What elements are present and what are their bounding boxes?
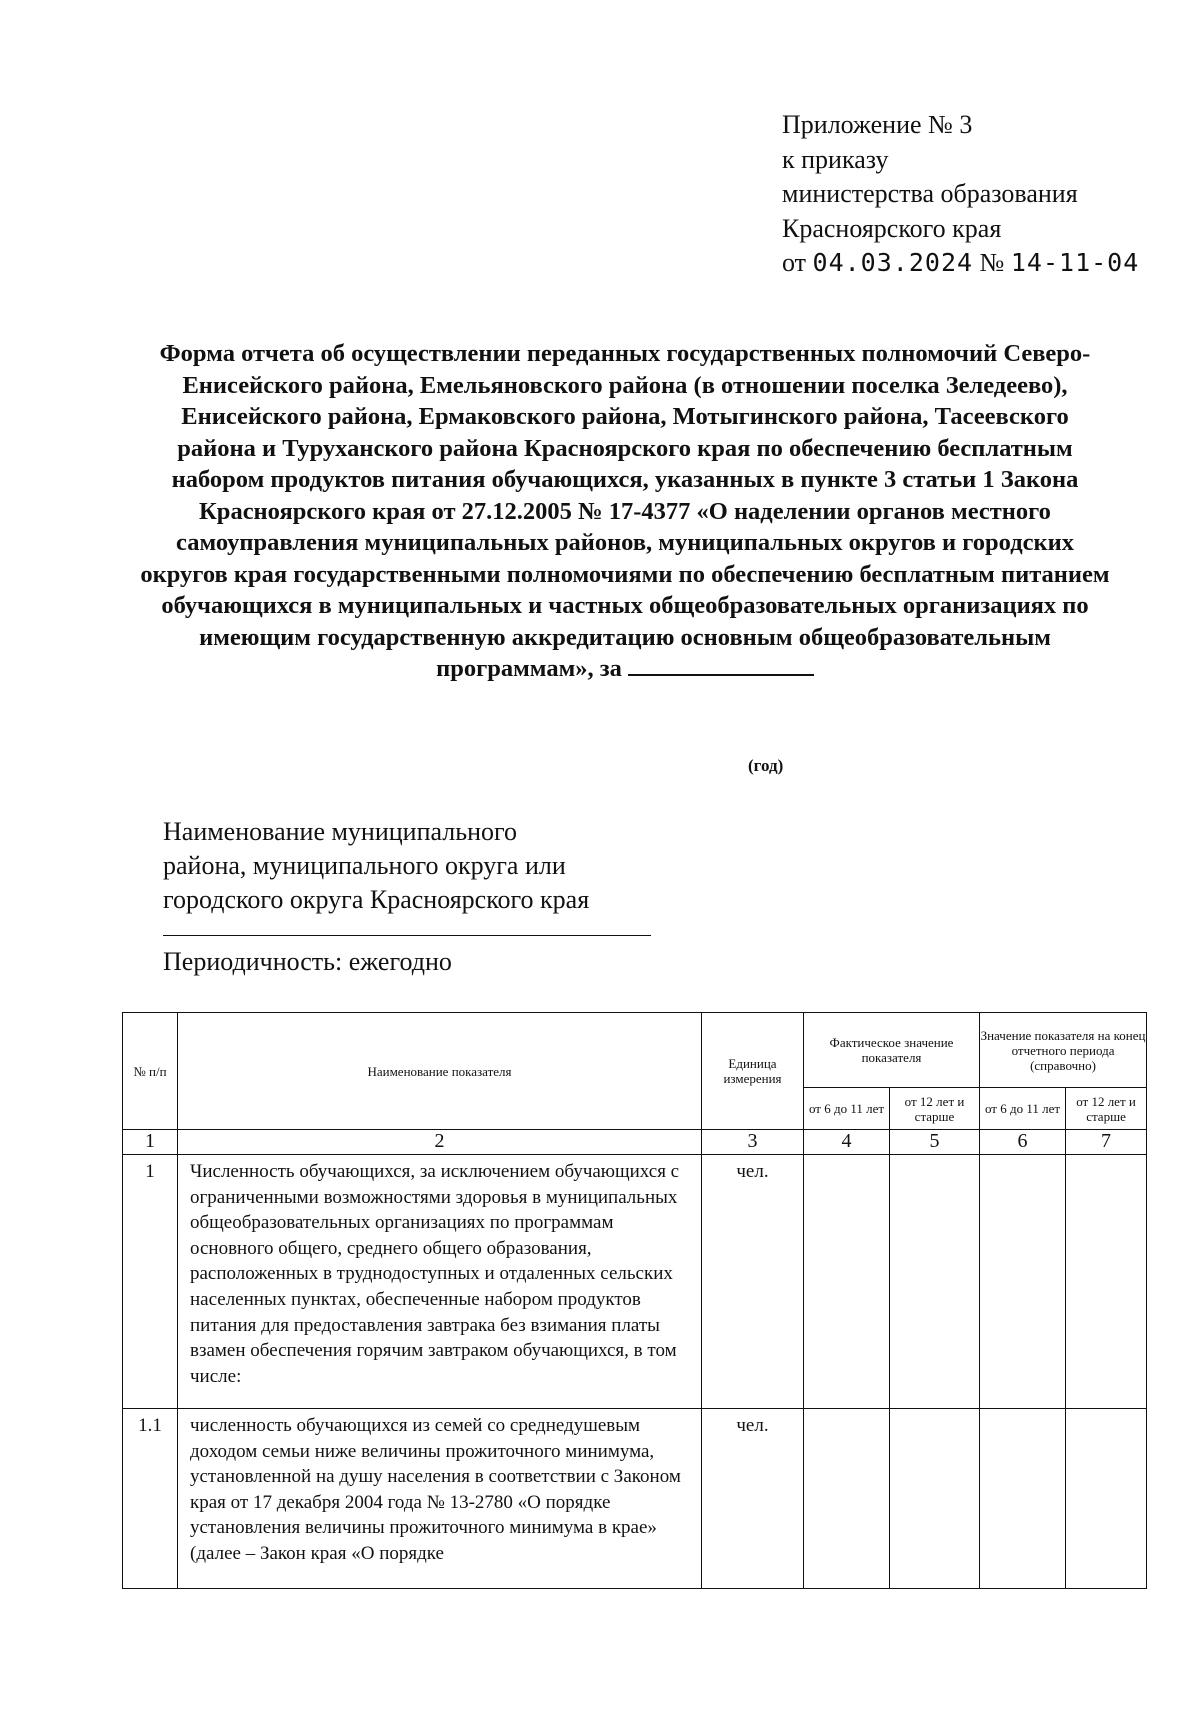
header-expected-6-11: от 6 до 11 лет [980, 1088, 1066, 1130]
row-no: 1.1 [123, 1409, 178, 1589]
value-cell[interactable] [980, 1409, 1066, 1589]
col-number: 4 [804, 1130, 890, 1155]
form-title [140, 338, 1110, 685]
value-cell[interactable] [1066, 1155, 1147, 1409]
row-name: численность обучающихся из семей со среднедушевым доходом семьи ниже величины прожиточного минимума, установленной на душу населения в соответствии с Законом края от 17 декабря 2004 года № 13-2780 «О порядке установления величины прожиточного минимума в крае» (далее – Закон края «О порядке [178, 1409, 702, 1589]
header-name: Наименование показателя [178, 1013, 702, 1130]
col-number: 7 [1066, 1130, 1147, 1155]
number-label: № [979, 248, 1005, 277]
row-no: 1 [123, 1155, 178, 1409]
appendix-date-line [782, 246, 1182, 281]
value-cell[interactable] [890, 1409, 980, 1589]
row-unit: чел. [702, 1155, 804, 1409]
value-cell[interactable] [890, 1155, 980, 1409]
order-date: 04.03.2024 [812, 248, 974, 277]
periodicity: Периодичность: ежегодно [163, 947, 452, 976]
header-expected: Значение показателя на конец отчетного периода (справочно) [980, 1013, 1147, 1088]
appendix-line-4: Красноярского края [782, 213, 1002, 243]
col-number: 5 [890, 1130, 980, 1155]
row-unit: чел. [702, 1409, 804, 1589]
appendix-line-2: к приказу [782, 144, 889, 174]
appendix-line-1: Приложение № 3 [782, 110, 973, 139]
column-numbers-row [123, 1130, 1147, 1155]
form-title-text: Форма отчета об осуществлении переданных государственных полномочий Северо-Енисейского района, Емельяновского района (в отношении поселка Зеледеево), Енисейского района, Ермаковского района, Мотыгинского района, Тасеевского района и Туруханского района Красноярского края по обеспечению бесплатным набором продуктов питания обучающихся, указанных в пункте 3 статьи 1 Закона Красноярского края от 27.12.2005 № 17-4377 «О наделении органов местного самоуправления муниципальных районов, муниципальных округов и городских округов края государственными полномочиями по обеспечению бесплатным питанием обучающихся в муниципальных и частных общеобразовательных организациях по имеющим государственную аккредитацию основным общеобразовательным программам», за [140, 340, 1110, 682]
header-actual-6-11: от 6 до 11 лет [804, 1088, 890, 1130]
header-unit: Единица измерения [702, 1013, 804, 1130]
year-note: (год) [748, 756, 784, 775]
order-number: 14-11-04 [1010, 248, 1140, 277]
col-number: 1 [123, 1130, 178, 1155]
municipality-line-2: района, муниципального округа или [163, 851, 566, 880]
col-number: 6 [980, 1130, 1066, 1155]
header-actual-12: от 12 лет и старше [890, 1088, 980, 1130]
value-cell[interactable] [804, 1409, 890, 1589]
row-name: Численность обучающихся, за исключением обучающихся с ограниченными возможностями здоровья в муниципальных общеобразовательных организациях по программам основного общего, среднего общего образования, расположенных в труднодоступных и отдаленных сельских населенных пунктах, обеспеченные набором продуктов питания для предоставления завтрака без взимания платы взамен обеспечения горячим завтраком обучающихся, в том числе: [178, 1155, 702, 1409]
municipality-label [163, 815, 663, 917]
table-row [123, 1409, 1147, 1589]
municipality-line-1: Наименование муниципального [163, 817, 518, 846]
value-cell[interactable] [1066, 1409, 1147, 1589]
col-number: 2 [178, 1130, 702, 1155]
report-table [122, 1012, 1147, 1589]
appendix-line-3: министерства образования [782, 179, 1078, 208]
municipality-blank-line[interactable] [163, 935, 651, 936]
municipality-line-3: городского округа Красноярского края [163, 885, 590, 914]
header-actual: Фактическое значение показателя [804, 1013, 980, 1088]
appendix-block [782, 108, 1182, 281]
header-expected-12: от 12 лет и старше [1066, 1088, 1147, 1130]
table-row [123, 1155, 1147, 1409]
value-cell[interactable] [804, 1155, 890, 1409]
year-blank-line[interactable] [628, 654, 814, 676]
value-cell[interactable] [980, 1155, 1066, 1409]
col-number: 3 [702, 1130, 804, 1155]
from-label: от [782, 248, 807, 277]
header-no: № п/п [123, 1013, 178, 1130]
